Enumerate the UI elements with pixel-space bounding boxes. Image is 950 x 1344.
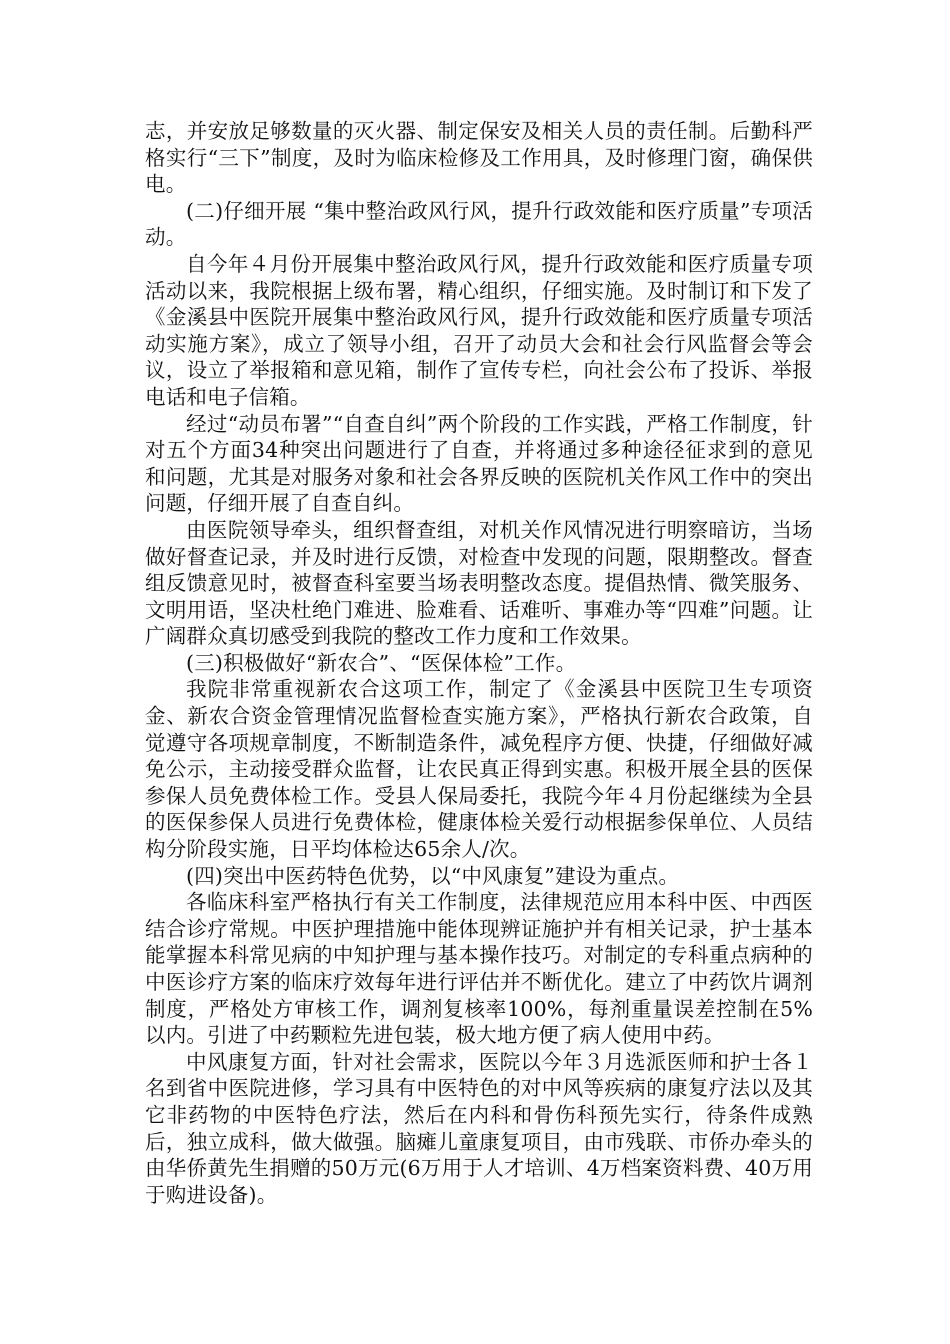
section-heading-3: (三)积极做好“新农合”、“医保体检”工作。 [186, 650, 577, 675]
paragraph: 自今年４月份开展集中整治政风行风，提升行政效能和医疗质量专项活动以来，我院根据上级布署，精心组织，仔细实施。及时制订和下发了《金溪县中医院开展集中整治政风行风，提升行政效能和医疗质量专项活动实施方案》，成立了领导小组，召开了动员大会和社会行风监督会等会议，设立了举报箱和意见箱，制作了宣传专栏，向社会公布了投诉、举报电话和电子信箱。 [145, 251, 813, 409]
section-heading-4: (四)突出中医药特色优势，以“中风康复”建设为重点。 [186, 863, 680, 888]
paragraph: 我院非常重视新农合这项工作，制定了《金溪县中医院卫生专项资金、新农合资金管理情况监督检查实施方案》，严格执行新农合政策，自觉遵守各项规章制度，不断制造条件，减免程序方便、快捷，仔细做好减免公示，主动接受群众监督，让农民真正得到实惠。积极开展全县的医保参保人员免费体检工作。受县人保局委托，我院今年４月份起继续为全县的医保参保人员进行免费体检，健康体检关爱行动根据参保单位、人员结构分阶段实施，日平均体检达65余人/次。 [145, 677, 813, 862]
paragraph: 由医院领导牵头，组织督查组，对机关作风情况进行明察暗访，当场做好督查记录，并及时进行反馈，对检查中发现的问题，限期整改。督查组反馈意见时，被督查科室要当场表明整改态度。提倡热情、微笑服务、文明用语，坚决杜绝门难进、脸难看、话难听、事难办等“四难”问题。让广阔群众真切感受到我院的整改工作力度和工作效果。 [145, 517, 813, 649]
paragraph: 各临床科室严格执行有关工作制度，法律规范应用本科中医、中西医结合诊疗常规。中医护理措施中能体现辨证施护并有相关记录，护士基本能掌握本科常见病的中知护理与基本操作技巧。对制定的专科重点病种的中医诊疗方案的临床疗效每年进行评估并不断优化。建立了中药饮片调剂制度，严格处方审核工作，调剂复核率100%，每剂重量误差控制在5%以内。引进了中药颗粒先进包装，极大地方便了病人使用中药。 [145, 890, 813, 1048]
paragraph: 经过“动员布署”“自查自纠”两个阶段的工作实践，严格工作制度，针对五个方面34种突出问题进行了自查，并将通过多种途径征求到的意见和问题，尤其是对服务对象和社会各界反映的医院机关作风工作中的突出问题，仔细开展了自查自纠。 [145, 411, 813, 516]
paragraph: 中风康复方面，针对社会需求，医院以今年３月选派医师和护士各１名到省中医院进修，学习具有中医特色的对中风等疾病的康复疗法以及其它非药物的中医特色疗法，然后在内科和骨伤科预先实行，待条件成熟后，独立成科，做大做强。脑瘫儿童康复项目，由市残联、市侨办牵头的由华侨黄先生捐赠的50万元(6万用于人才培训、4万档案资料费、40万用于购进设备)。 [145, 1049, 813, 1207]
section-heading-2: (二)仔细开展 “集中整治政风行风，提升行政效能和医疗质量”专项活动。 [145, 198, 813, 250]
paragraph-continuation: 志，并安放足够数量的灭火器、制定保安及相关人员的责任制。后勤科严格实行“三下”制度，及时为临床检修及工作用具，及时修理门窗，确保供电。 [145, 119, 813, 197]
document-body [145, 118, 813, 1208]
